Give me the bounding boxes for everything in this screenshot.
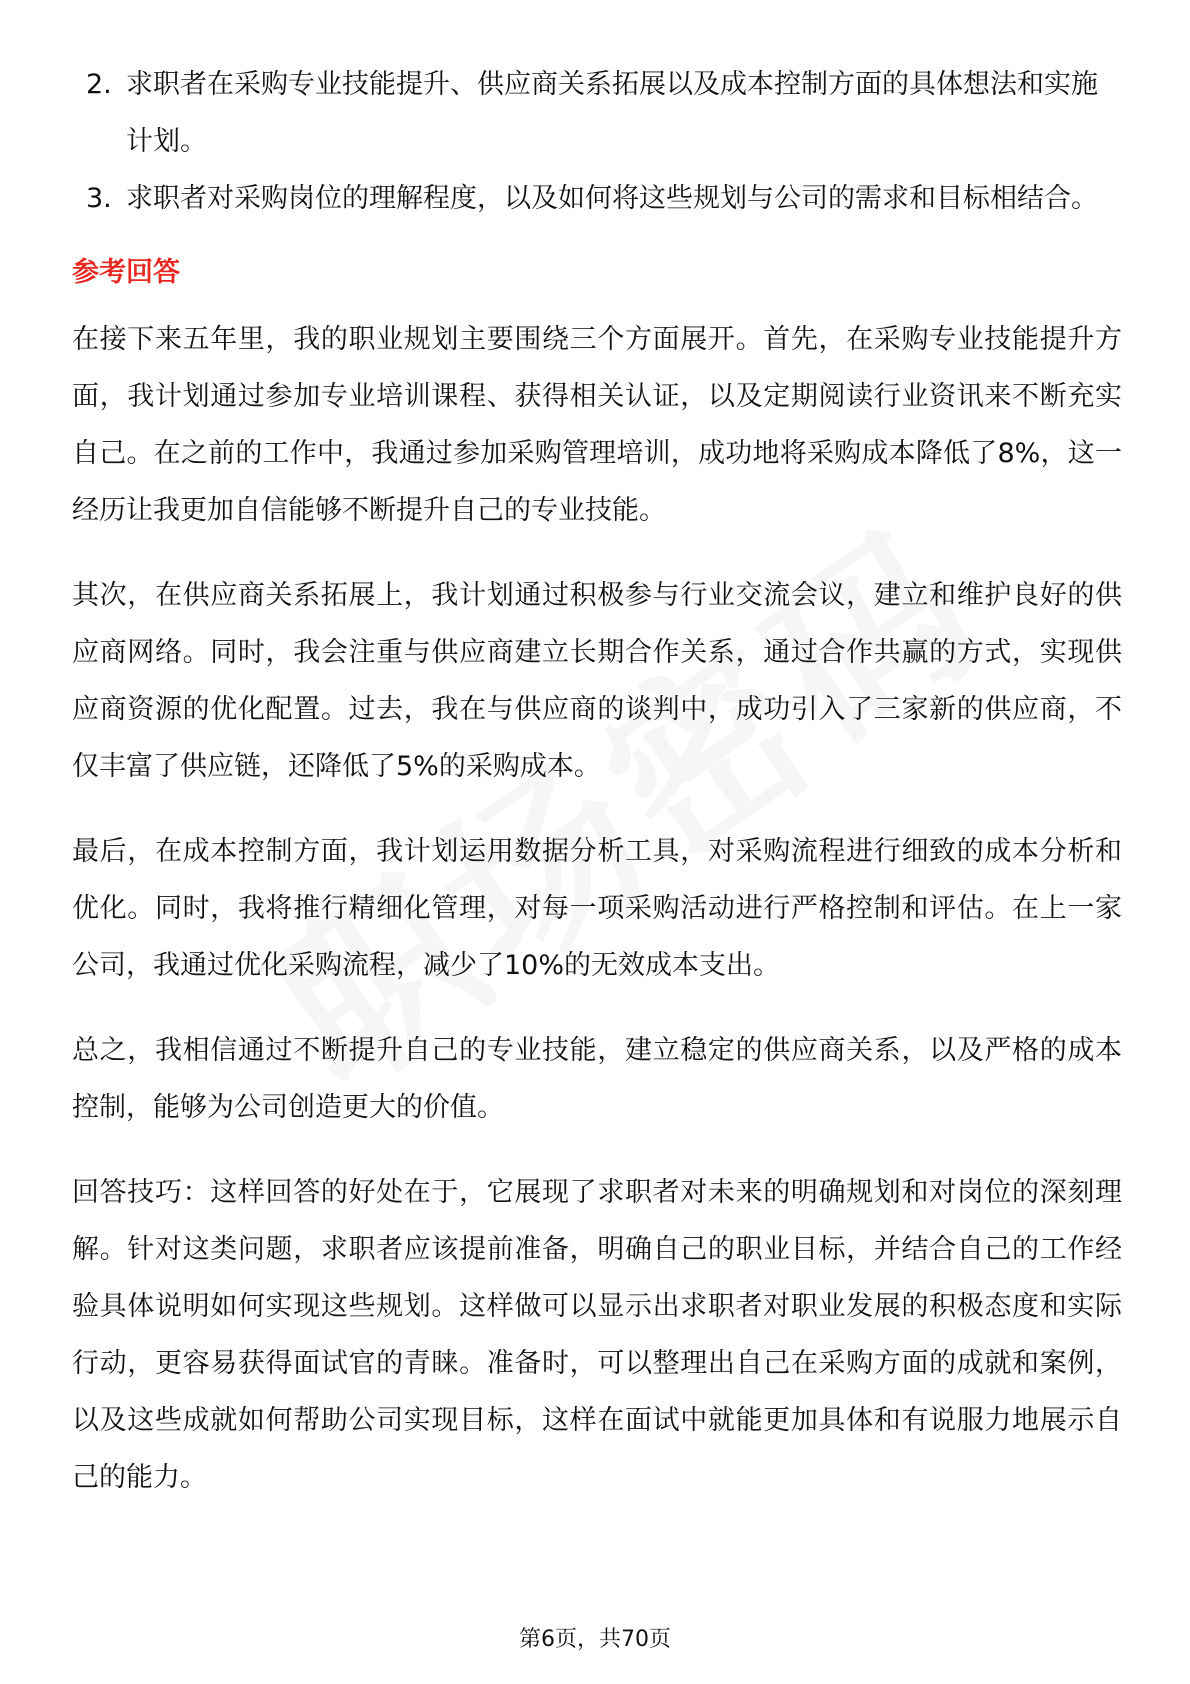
paragraph: 在接下来五年里，我的职业规划主要围绕三个方面展开。首先，在采购专业技能提升方面，我计划通过参加专业培训课程、获得相关认证，以及定期阅读行业资讯来不断充实自己。在之前的工作中，我通过参加采购管理培训，成功地将采购成本降低了8%，这一经历让我更加自信能够不断提升自己的专业技能。 [72, 324, 1122, 526]
section-heading: 参考回答 [72, 257, 180, 288]
paragraph: 其次，在供应商关系拓展上，我计划通过积极参与行业交流会议，建立和维护良好的供应商网络。同时，我会注重与供应商建立长期合作关系，通过合作共赢的方式，实现供应商资源的优化配置。过去，我在与供应商的谈判中，成功引入了三家新的供应商，不仅丰富了供应链，还降低了5%的采购成本。 [72, 580, 1122, 782]
evaluation-criteria-list [72, 56, 1122, 227]
page-number-footer: 第6页，共70页 [519, 1627, 671, 1652]
paragraph: 最后，在成本控制方面，我计划运用数据分析工具，对采购流程进行细致的成本分析和优化。同时，我将推行精细化管理，对每一项采购活动进行严格控制和评估。在上一家公司，我通过优化采购流程，减少了10%的无效成本支出。 [72, 836, 1122, 981]
document-content [72, 56, 1122, 1534]
answer-tips-paragraph: 回答技巧：这样回答的好处在于，它展现了求职者对未来的明确规划和对岗位的深刻理解。针对这类问题，求职者应该提前准备，明确自己的职业目标，并结合自己的工作经验具体说明如何实现这些规划。这样做可以显示出求职者对职业发展的积极态度和实际行动，更容易获得面试官的青睐。准备时，可以整理出自己在采购方面的成就和案例，以及这些成就如何帮助公司实现目标，这样在面试中就能更加具体和有说服力地展示自己的能力。 [72, 1177, 1122, 1493]
list-item-number: 2. [86, 69, 112, 100]
list-item-text: 求职者在采购专业技能提升、供应商关系拓展以及成本控制方面的具体想法和实施计划。 [126, 69, 1098, 157]
list-item-text: 求职者对采购岗位的理解程度，以及如何将这些规划与公司的需求和目标相结合。 [126, 183, 1098, 214]
list-item-number: 3. [86, 183, 112, 214]
paragraph: 总之，我相信通过不断提升自己的专业技能，建立稳定的供应商关系，以及严格的成本控制，能够为公司创造更大的价值。 [72, 1035, 1122, 1123]
list-item [72, 56, 1122, 170]
list-item [72, 170, 1122, 227]
